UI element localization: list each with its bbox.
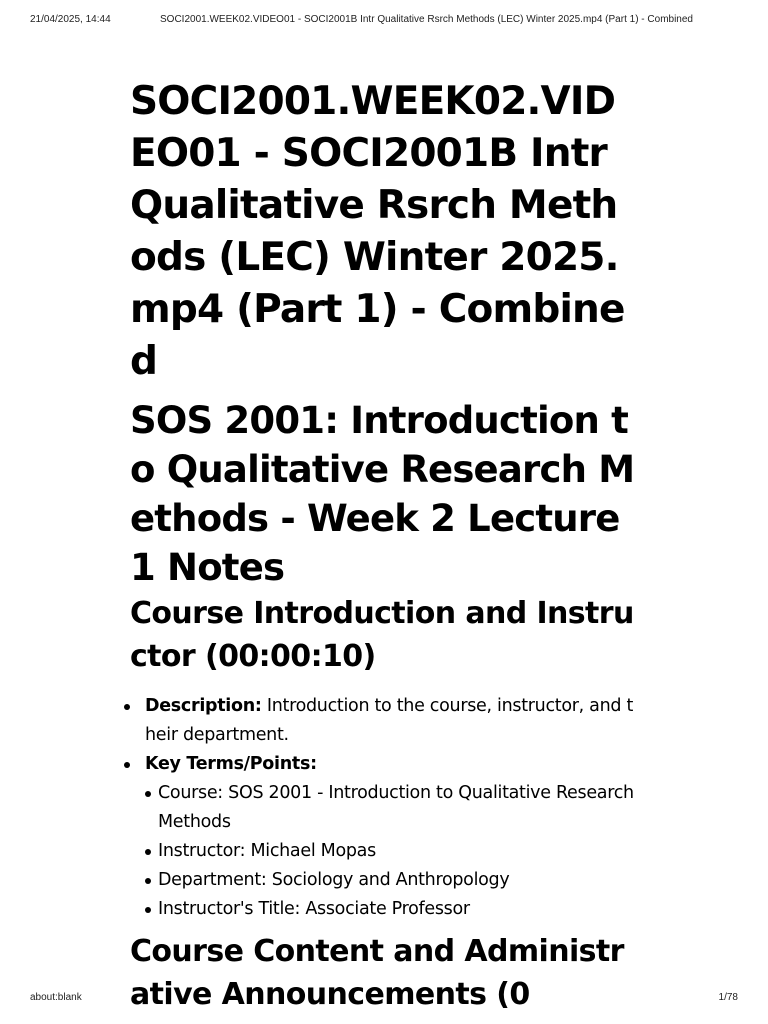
list-item-description xyxy=(130,692,640,750)
description-text: Introduction to the course, instructor, and their department. xyxy=(145,696,634,745)
key-terms-list xyxy=(145,779,640,924)
print-footer xyxy=(0,992,768,1008)
key-terms-label: Key Terms/Points: xyxy=(145,754,317,774)
key-term-item xyxy=(145,866,640,895)
print-header xyxy=(0,14,768,30)
key-term-item xyxy=(145,779,640,837)
key-term-instructor: Instructor: Michael Mopas xyxy=(158,841,376,861)
key-term-item xyxy=(145,837,640,866)
document-title: SOCI2001.WEEK02.VIDEO01 - SOCI2001B Intr Qualitative Rsrch Methods (LEC) Winter 2025.mp4 (Part 1) - Combined xyxy=(130,79,625,384)
key-term-course: Course: SOS 2001 - Introduction to Qualitative Research Methods xyxy=(158,783,634,832)
subsection-heading-course-content: Course Content and Administrative Announcements (0 xyxy=(130,934,624,1012)
description-label: Description: xyxy=(145,696,262,716)
print-date: 21/04/2025, 14:44 xyxy=(30,14,111,25)
subsection-heading-course-intro: Course Introduction and Instructor (00:00:10) xyxy=(130,596,634,674)
page-number: 1/78 xyxy=(718,992,738,1003)
list-item-key-terms xyxy=(130,750,640,924)
key-term-department: Department: Sociology and Anthropology xyxy=(158,870,510,890)
key-term-title: Instructor's Title: Associate Professor xyxy=(158,899,470,919)
course-intro-list xyxy=(130,692,640,924)
notes-title: SOS 2001: Introduction to Qualitative Research Methods - Week 2 Lecture 1 Notes xyxy=(130,399,635,589)
print-url: about:blank xyxy=(30,992,82,1003)
document-content xyxy=(130,76,640,1012)
key-term-item xyxy=(145,895,640,924)
print-page-title: SOCI2001.WEEK02.VIDEO01 - SOCI2001B Intr Qualitative Rsrch Methods (LEC) Winter 2025.mp4 (Part 1) - Combined xyxy=(160,14,693,25)
